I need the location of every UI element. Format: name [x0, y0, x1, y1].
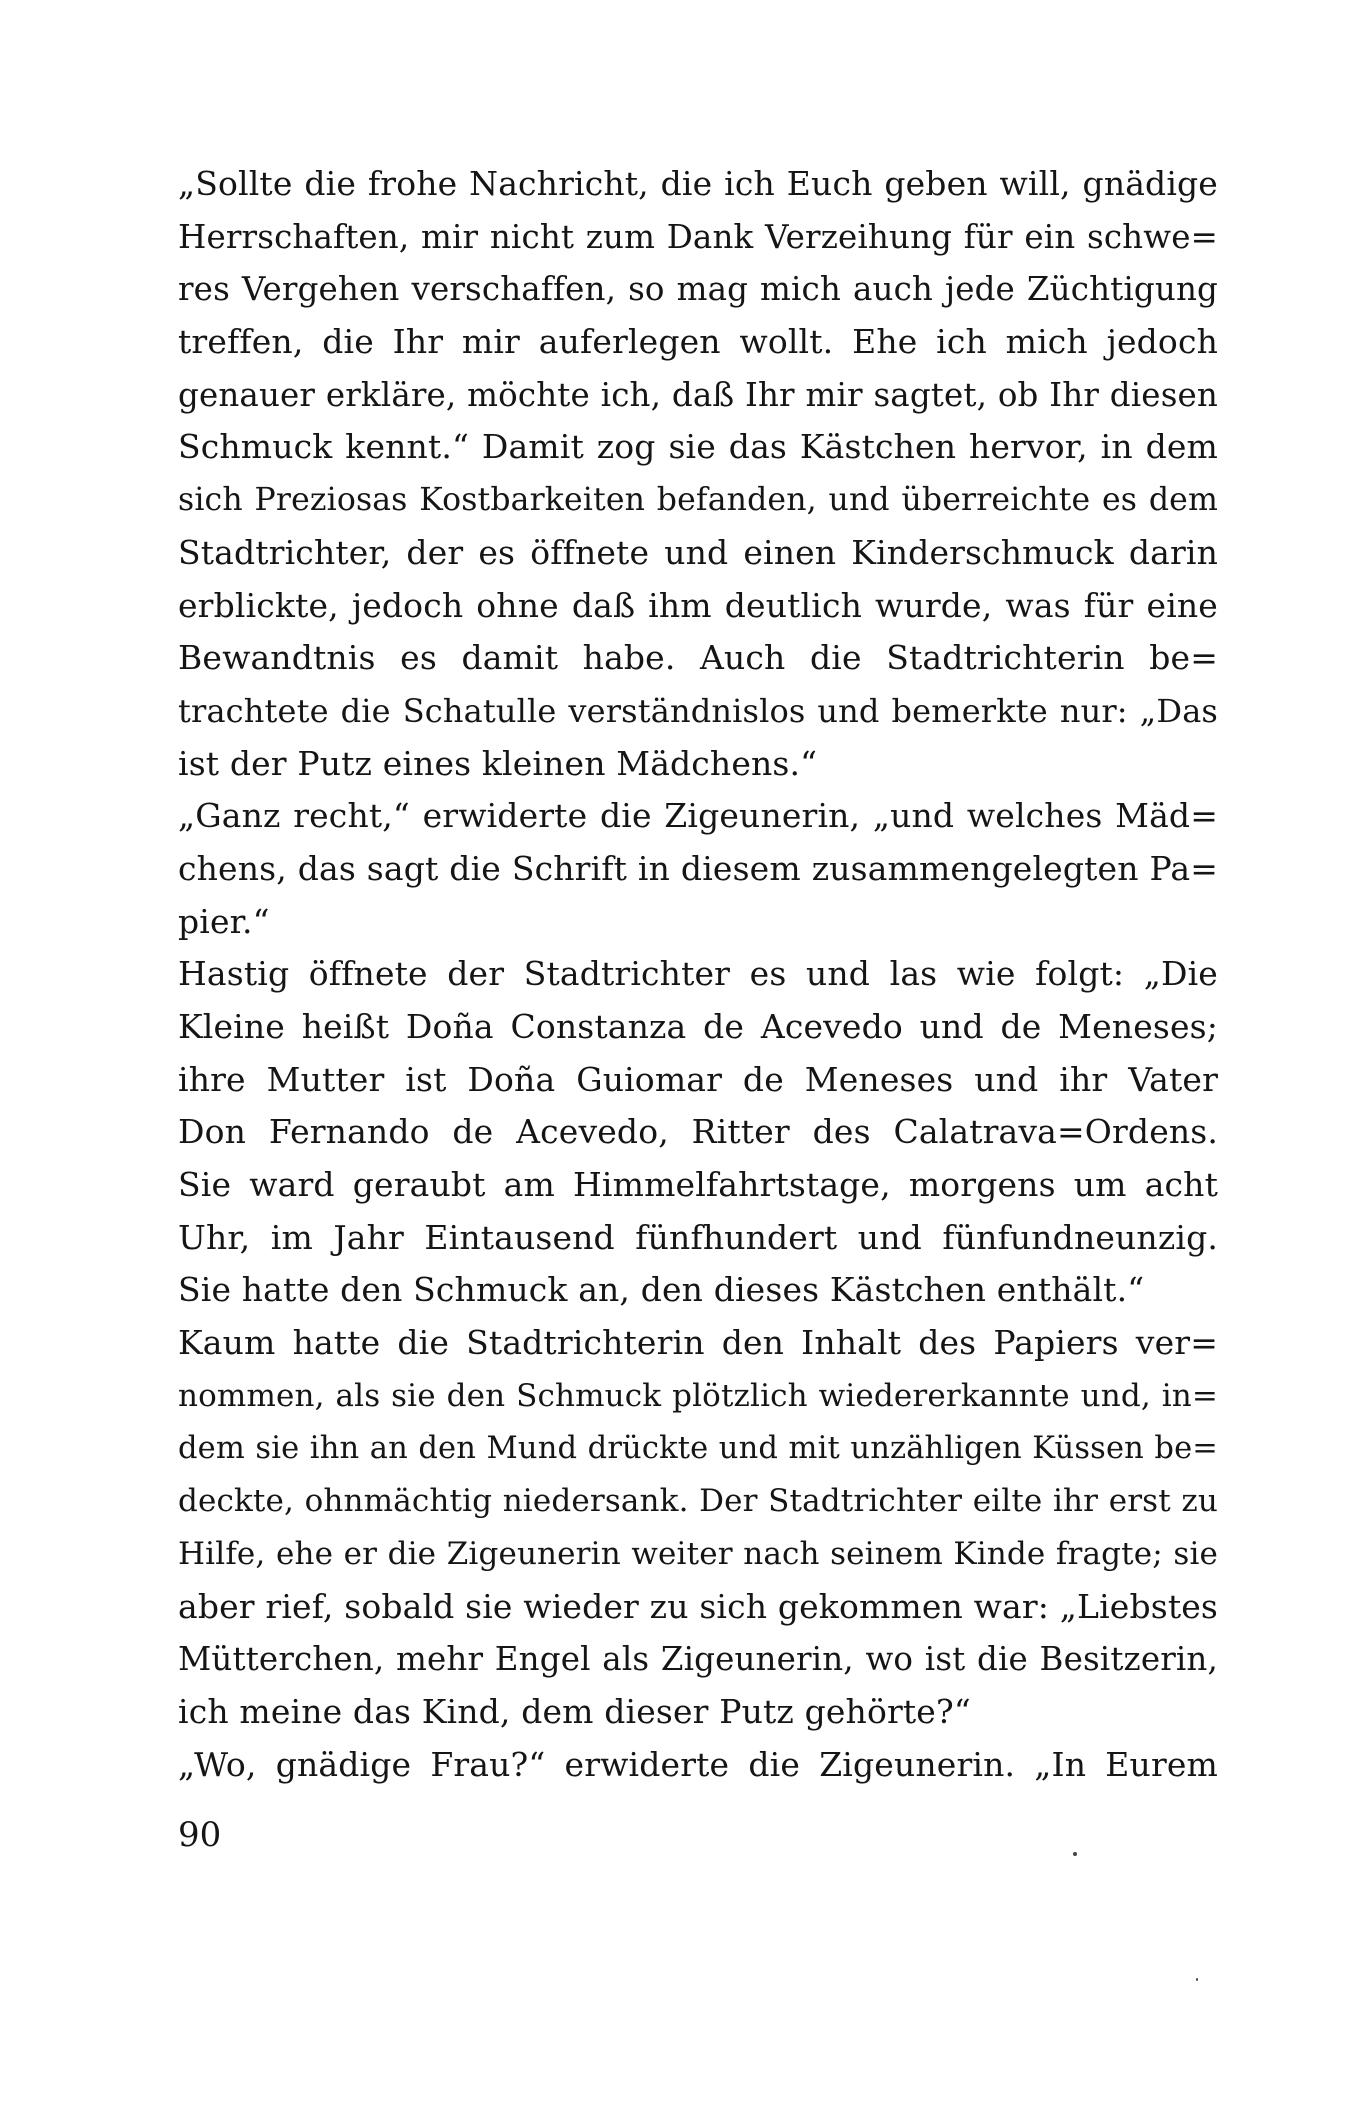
- text-line: Schmuck kennt.“ Damit zog sie das Kästchen hervor, in dem: [178, 427, 1218, 467]
- text-line: Hastig öffnete der Stadtrichter es und las wie folgt: „Die: [178, 954, 1218, 994]
- text-line: treffen, die Ihr mir auferlegen wollt. Ehe ich mich jedoch: [178, 322, 1218, 362]
- text-line: trachtete die Schatulle verständnislos und bemerkte nur: „Das: [178, 691, 1218, 730]
- text-line: ihre Mutter ist Doña Guiomar de Meneses und ihr Vater: [178, 1059, 1218, 1099]
- text-line: Hilfe, ehe er die Zigeunerin weiter nach seinem Kinde fragte; sie: [178, 1535, 1218, 1572]
- text-line: ich meine das Kind, dem dieser Putz gehörte?“: [178, 1691, 971, 1731]
- text-line: Sie hatte den Schmuck an, den dieses Kästchen enthält.“: [178, 1270, 1145, 1310]
- body-text: [178, 158, 1218, 1791]
- text-line: deckte, ohnmächtig niedersank. Der Stadtrichter eilte ihr erst zu: [178, 1483, 1218, 1520]
- text-line: „Wo, gnädige Frau?“ erwiderte die Zigeunerin. „In Eurem: [178, 1744, 1218, 1784]
- text-line: genauer erkläre, möchte ich, daß Ihr mir sagtet, ob Ihr diesen: [178, 375, 1218, 414]
- page-number: 90: [178, 1815, 222, 1855]
- text-line: Stadtrichter, der es öffnete und einen Kinderschmuck darin: [178, 532, 1218, 572]
- print-speck: [1196, 1978, 1198, 1981]
- print-speck: [1073, 1852, 1077, 1856]
- text-line: ist der Putz eines kleinen Mädchens.“: [178, 743, 818, 783]
- text-line: Kleine heißt Doña Constanza de Acevedo und de Meneses;: [178, 1007, 1218, 1046]
- text-line: res Vergehen verschaffen, so mag mich auch jede Züchtigung: [178, 270, 1218, 309]
- text-line: Mütterchen, mehr Engel als Zigeunerin, wo ist die Besitzerin,: [178, 1640, 1218, 1679]
- text-line: „Ganz recht,“ erwiderte die Zigeunerin, „und welches Mäd=: [178, 796, 1218, 836]
- text-line: „Sollte die frohe Nachricht, die ich Euch geben will, gnädige: [178, 164, 1218, 203]
- text-line: dem sie ihn an den Mund drückte und mit unzähligen Küssen be=: [178, 1430, 1218, 1466]
- text-line: Don Fernando de Acevedo, Ritter des Calatrava=Ordens.: [178, 1112, 1218, 1152]
- text-line: pier.“: [178, 901, 270, 941]
- text-line: chens, das sagt die Schrift in diesem zusammengelegten Pa=: [178, 848, 1218, 888]
- text-line: aber rief, sobald sie wieder zu sich gekommen war: „Liebstes: [178, 1586, 1218, 1626]
- text-line: nommen, als sie den Schmuck plötzlich wiedererkannte und, in=: [178, 1377, 1218, 1414]
- text-line: Herrschaften, mir nicht zum Dank Verzeihung für ein schwe=: [178, 217, 1218, 256]
- text-line: Bewandtnis es damit habe. Auch die Stadtrichterin be=: [178, 638, 1218, 678]
- text-line: Uhr, im Jahr Eintausend fünfhundert und fünfundneunzig.: [178, 1217, 1218, 1257]
- text-line: erblickte, jedoch ohne daß ihm deutlich wurde, was für eine: [178, 585, 1218, 625]
- text-line: Sie ward geraubt am Himmelfahrtstage, morgens um acht: [178, 1165, 1218, 1205]
- text-line: Kaum hatte die Stadtrichterin den Inhalt des Papiers ver=: [178, 1323, 1218, 1363]
- text-line: sich Preziosas Kostbarkeiten befanden, und überreichte es dem: [178, 482, 1218, 519]
